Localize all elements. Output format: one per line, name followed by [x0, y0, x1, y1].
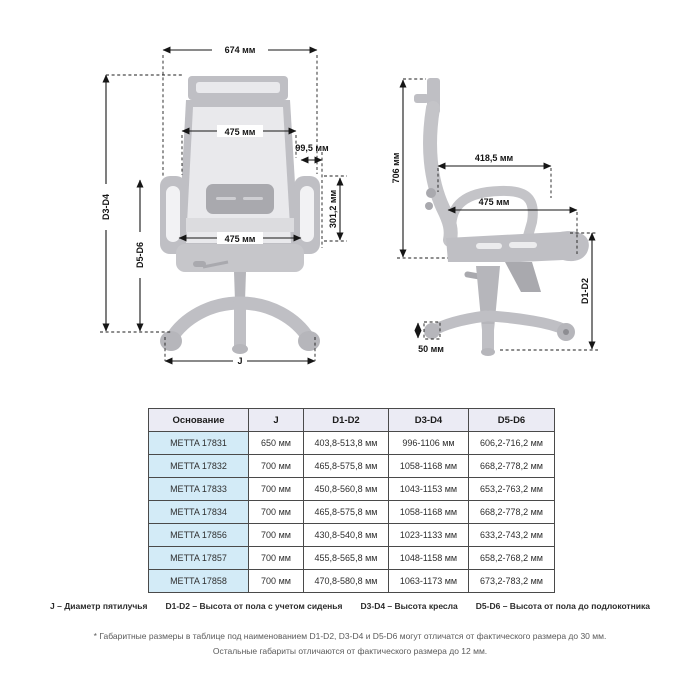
- cell-d3d4: 1043-1153 мм: [389, 478, 469, 501]
- chair-front-view-illustration: [160, 76, 320, 354]
- legend-item-d5d6: D5-D6 – Высота от пола до подлокотника: [475, 601, 650, 611]
- cell-j: 700 мм: [249, 524, 304, 547]
- table-row: [149, 501, 555, 524]
- dim-base-diameter: J: [237, 356, 243, 366]
- cell-j: 700 мм: [249, 570, 304, 593]
- cell-j: 700 мм: [249, 501, 304, 524]
- cell-d1d2: 403,8-513,8 мм: [304, 432, 389, 455]
- cell-d5d6: 673,2-783,2 мм: [469, 570, 555, 593]
- cell-j: 700 мм: [249, 455, 304, 478]
- chair-side-view-illustration: [414, 78, 589, 356]
- cell-d3d4: 1058-1168 мм: [389, 455, 469, 478]
- cell-model: METTA 17831: [149, 432, 249, 455]
- table-row: [149, 432, 555, 455]
- front-armrest-right: [294, 176, 320, 254]
- col-header-j: J: [249, 409, 304, 432]
- cell-model: METTA 17858: [149, 570, 249, 593]
- cell-model: METTA 17832: [149, 455, 249, 478]
- legend-item-j: J – Диаметр пятилучья: [50, 601, 148, 611]
- table-row: [149, 455, 555, 478]
- cell-d3d4: 996-1106 мм: [389, 432, 469, 455]
- cell-j: 700 мм: [249, 478, 304, 501]
- table-row: [149, 547, 555, 570]
- cell-d3d4: 1063-1173 мм: [389, 570, 469, 593]
- col-header-d3d4: D3-D4: [389, 409, 469, 432]
- cell-model: METTA 17834: [149, 501, 249, 524]
- dim-back-width: 475 мм: [224, 127, 256, 137]
- cell-d1d2: 450,8-560,8 мм: [304, 478, 389, 501]
- cell-model: METTA 17856: [149, 524, 249, 547]
- cell-d5d6: 606,2-716,2 мм: [469, 432, 555, 455]
- cell-d5d6: 668,2-778,2 мм: [469, 455, 555, 478]
- dim-armrest-height: 301,2 мм: [328, 189, 338, 229]
- footnote: [0, 629, 700, 659]
- dim-back-height: 706 мм: [391, 152, 401, 184]
- footnote-line-2: Остальные габариты отличаются от фактического размера до 12 мм.: [212, 646, 488, 656]
- table-header-row: [149, 409, 555, 432]
- cell-d1d2: 470,8-580,8 мм: [304, 570, 389, 593]
- table-row: [149, 570, 555, 593]
- cell-model: METTA 17833: [149, 478, 249, 501]
- dim-seat-height-label: D1-D2: [580, 277, 590, 305]
- cell-d1d2: 465,8-575,8 мм: [304, 501, 389, 524]
- legend-item-d3d4: D3-D4 – Высота кресла: [360, 601, 458, 611]
- dimension-legend: [0, 601, 700, 611]
- cell-d3d4: 1048-1158 мм: [389, 547, 469, 570]
- cell-j: 700 мм: [249, 547, 304, 570]
- dim-seat-width: 475 мм: [224, 234, 256, 244]
- dim-armrest-floor-label: D5-D6: [135, 241, 145, 269]
- dim-armrest-depth: 418,5 мм: [474, 153, 514, 163]
- cell-model: METTA 17857: [149, 547, 249, 570]
- cell-d1d2: 430,8-540,8 мм: [304, 524, 389, 547]
- dim-seat-depth: 475 мм: [478, 197, 510, 207]
- cell-d1d2: 465,8-575,8 мм: [304, 455, 389, 478]
- table-row: [149, 478, 555, 501]
- footnote-line-1: * Габаритные размеры в таблице под наименованием D1-D2, D3-D4 и D5-D6 могут отличатся от фактического размера до 30 мм.: [93, 631, 607, 641]
- cell-d5d6: 633,2-743,2 мм: [469, 524, 555, 547]
- cell-d5d6: 658,2-768,2 мм: [469, 547, 555, 570]
- dim-chair-height-label: D3-D4: [101, 193, 111, 221]
- cell-d5d6: 653,2-763,2 мм: [469, 478, 555, 501]
- dim-armrest-width: 99,5 мм: [295, 143, 329, 153]
- cell-j: 650 мм: [249, 432, 304, 455]
- cell-d5d6: 668,2-778,2 мм: [469, 501, 555, 524]
- spec-table: [148, 408, 555, 593]
- dim-caster-size: 50 мм: [418, 344, 444, 354]
- col-header-d5d6: D5-D6: [469, 409, 555, 432]
- legend-item-d1d2: D1-D2 – Высота от пола с учетом сиденья: [165, 601, 343, 611]
- col-header-base: Основание: [149, 409, 249, 432]
- front-armrest-left: [160, 176, 186, 254]
- cell-d3d4: 1058-1168 мм: [389, 501, 469, 524]
- dim-overall-width: 674 мм: [224, 45, 256, 55]
- table-row: [149, 524, 555, 547]
- cell-d3d4: 1023-1133 мм: [389, 524, 469, 547]
- cell-d1d2: 455,8-565,8 мм: [304, 547, 389, 570]
- col-header-d1d2: D1-D2: [304, 409, 389, 432]
